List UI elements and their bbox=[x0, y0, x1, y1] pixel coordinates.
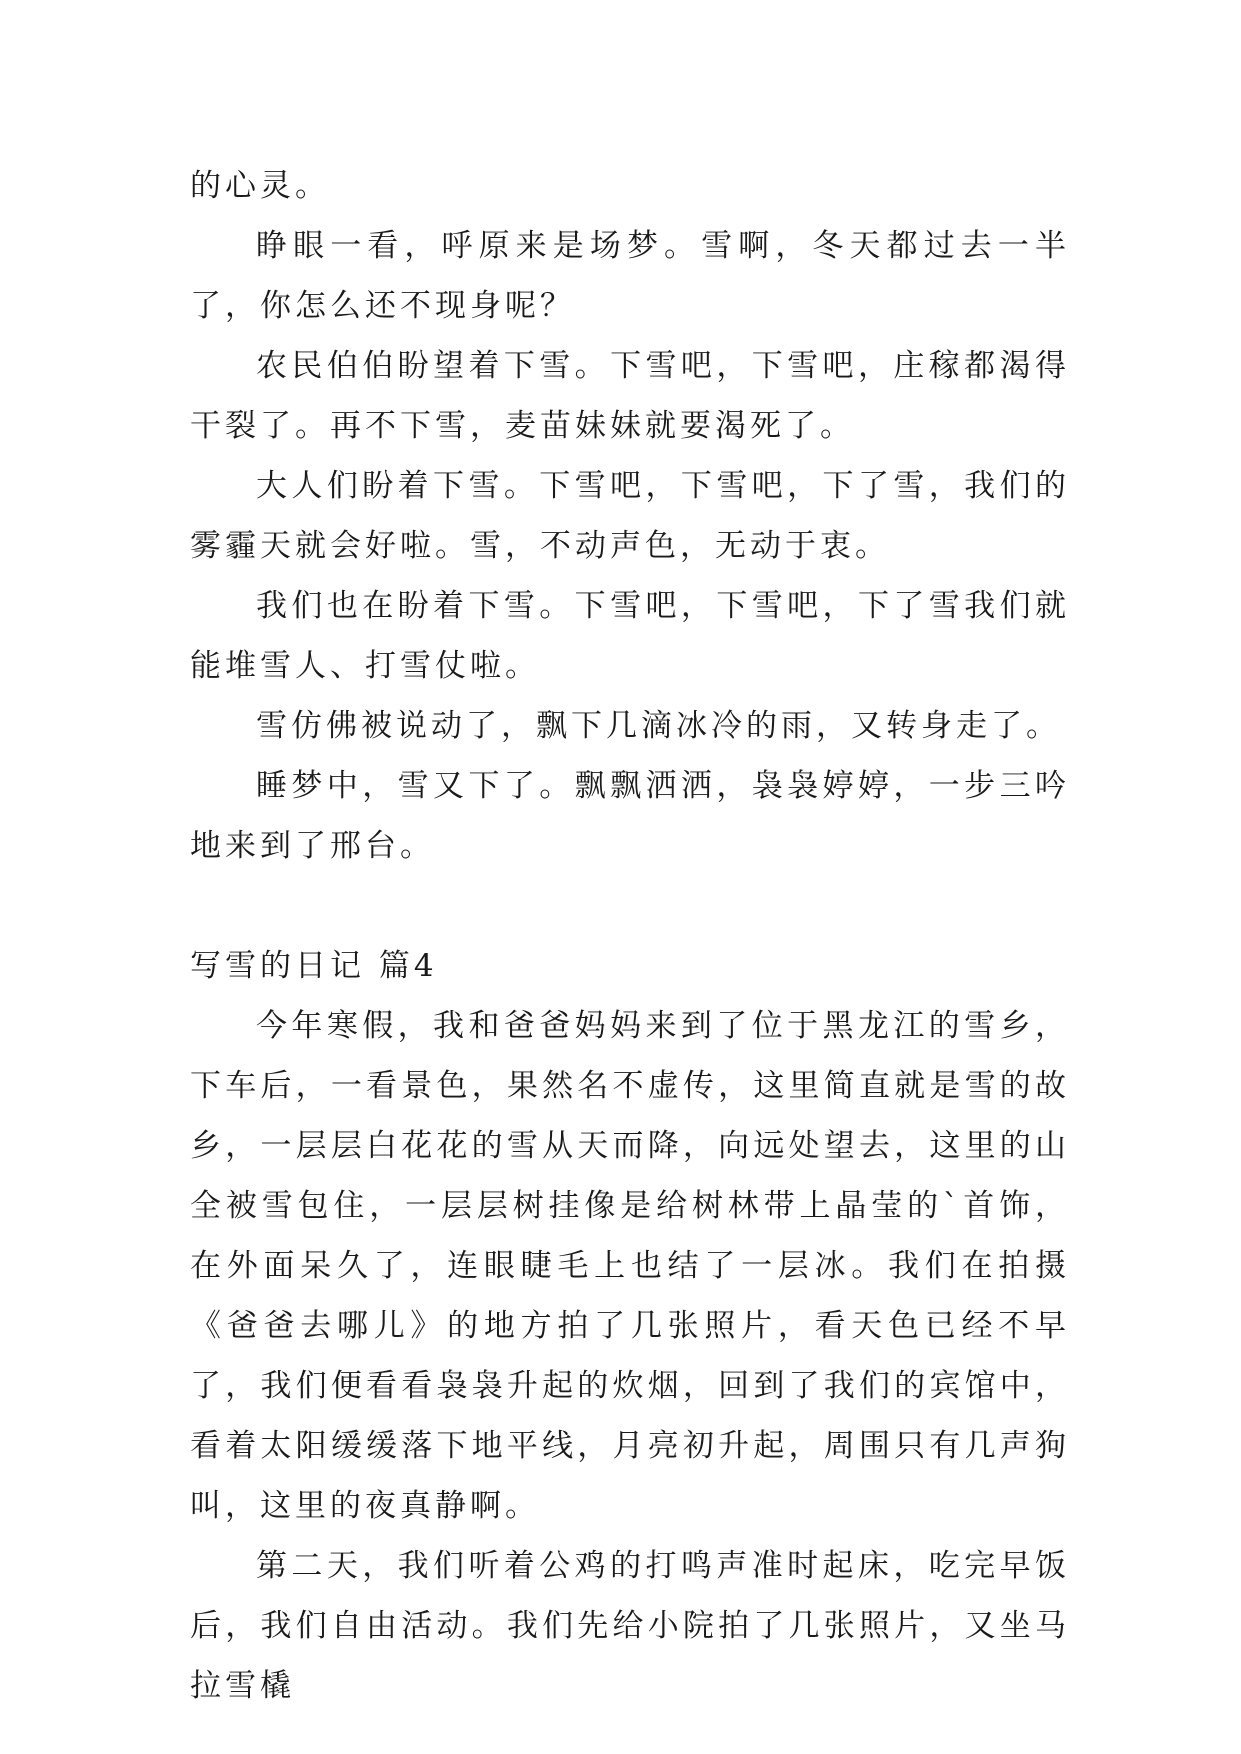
document-body bbox=[190, 156, 1070, 1716]
paragraph: 睡梦中，雪又下了。飘飘洒洒，袅袅婷婷，一步三吟地来到了邢台。 bbox=[190, 768, 1070, 864]
paragraph: 大人们盼着下雪。下雪吧，下雪吧，下了雪，我们的雾霾天就会好啦。雪，不动声色，无动于衷。 bbox=[190, 468, 1070, 564]
paragraph-continuation: 的心灵。 bbox=[190, 168, 330, 204]
paragraph: 今年寒假，我和爸爸妈妈来到了位于黑龙江的雪乡，下车后，一看景色，果然名不虚传，这里简直就是雪的故乡，一层层白花花的雪从天而降，向远处望去，这里的山全被雪包住，一层层树挂像是给树林带上晶莹的`首饰，在外面呆久了，连眼睫毛上也结了一层冰。我们在拍摄《爸爸去哪儿》的地方拍了几张照片，看天色已经不早了，我们便看看袅袅升起的炊烟，回到了我们的宾馆中，看着太阳缓缓落下地平线，月亮初升起，周围只有几声狗叫，这里的夜真静啊。 bbox=[190, 1008, 1070, 1524]
section-heading: 写雪的日记 篇4 bbox=[190, 948, 438, 984]
paragraph: 第二天，我们听着公鸡的打鸣声准时起床，吃完早饭后，我们自由活动。我们先给小院拍了几张照片，又坐马拉雪橇 bbox=[190, 1548, 1070, 1704]
paragraph: 睁眼一看，呼原来是场梦。雪啊，冬天都过去一半了，你怎么还不现身呢？ bbox=[190, 228, 1070, 324]
paragraph: 农民伯伯盼望着下雪。下雪吧，下雪吧，庄稼都渴得干裂了。再不下雪，麦苗妹妹就要渴死了。 bbox=[190, 348, 1070, 444]
paragraph: 我们也在盼着下雪。下雪吧，下雪吧，下了雪我们就能堆雪人、打雪仗啦。 bbox=[190, 588, 1070, 684]
paragraph: 雪仿佛被说动了，飘下几滴冰冷的雨，又转身走了。 bbox=[256, 708, 1061, 744]
